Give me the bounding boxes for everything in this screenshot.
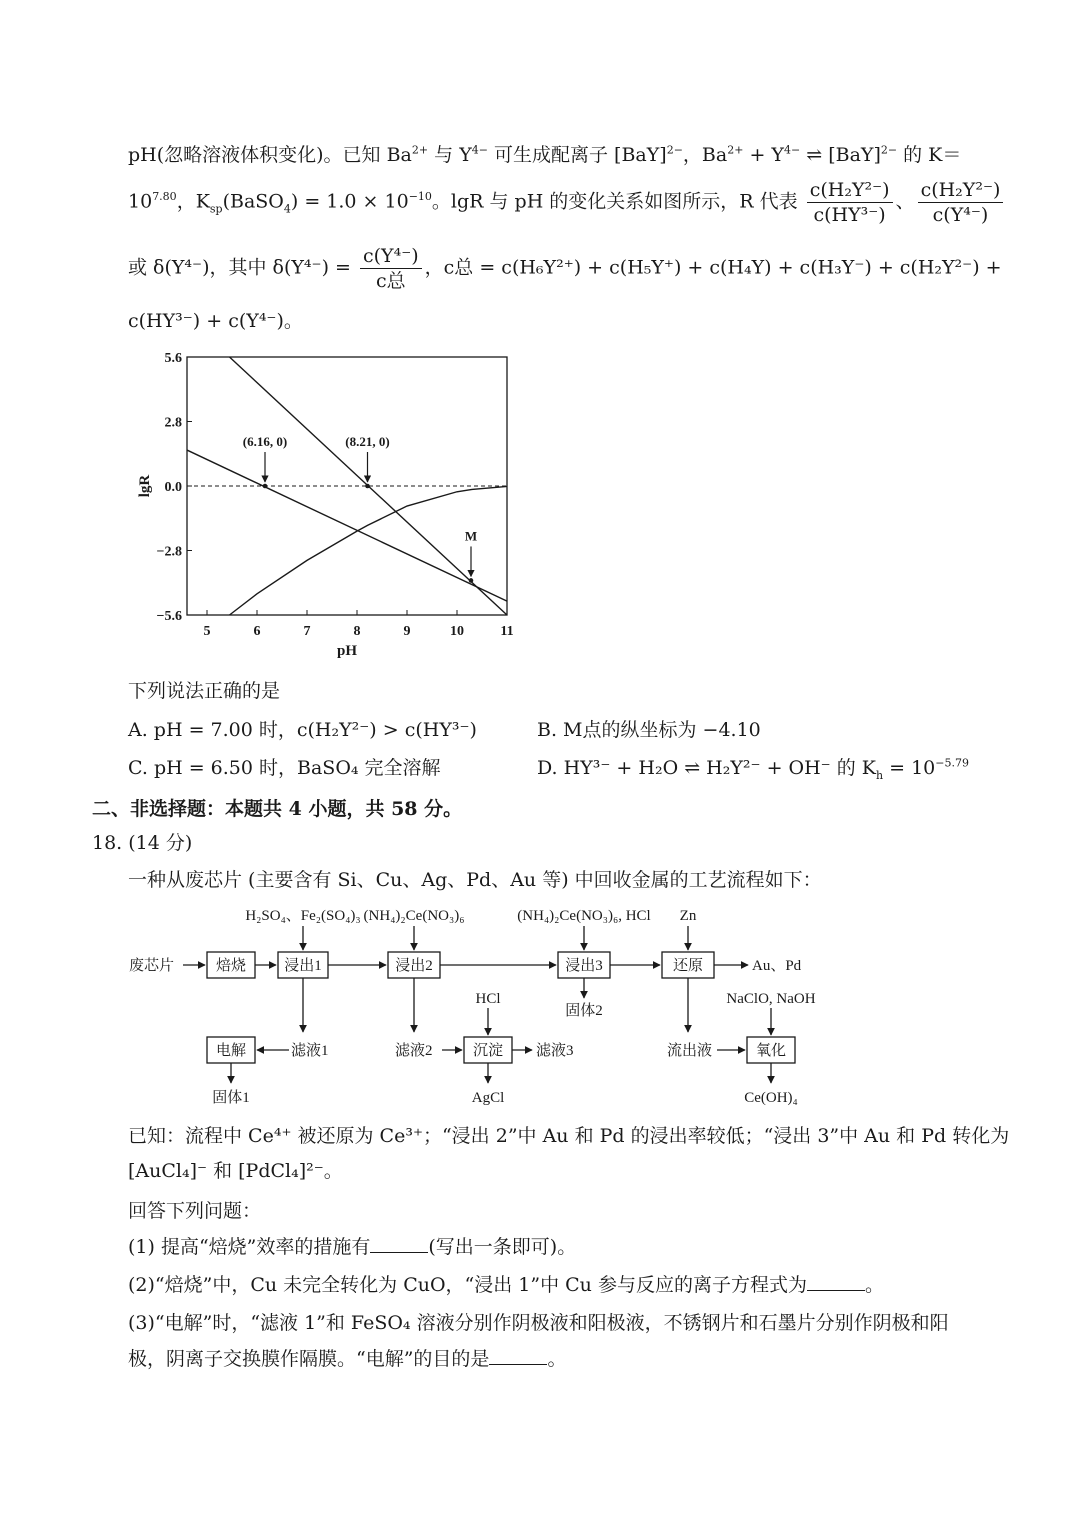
y-tick-label: −5.6 <box>156 609 182 624</box>
annotation-point <box>365 484 370 489</box>
ceoh-label: Ce(OH)₄ <box>744 1090 798 1106</box>
solid1-label: 固体1 <box>212 1090 250 1106</box>
x-tick-label: 5 <box>203 624 211 639</box>
leach2-label: 浸出2 <box>395 958 433 974</box>
separator: 、 <box>895 190 915 213</box>
leach3-label: 浸出3 <box>565 958 603 974</box>
option-d-text: D. HY³⁻ + H₂O ⇌ H₂Y²⁻ + OH⁻ 的 K <box>537 757 876 779</box>
sup: 2+ <box>727 143 744 157</box>
subquestion-2 <box>128 1272 884 1298</box>
intro-text: 与 Y <box>428 144 472 166</box>
subquestion-text: 极，阴离子交换膜作隔膜。“电解”的目的是 <box>128 1348 490 1370</box>
intro-text: 10 <box>128 190 153 213</box>
intro-text: ) = 1.0 × 10 <box>290 190 409 213</box>
option-d[interactable] <box>537 755 969 781</box>
y-tick-label: 0.0 <box>164 480 182 495</box>
leach1-label: 浸出1 <box>284 958 322 974</box>
agcl-label: AgCl <box>471 1090 505 1106</box>
intro-line-3 <box>128 244 1002 293</box>
x-tick-label: 6 <box>253 624 261 639</box>
oxidation-label: 氧化 <box>755 1043 787 1059</box>
fraction-denominator: c总 <box>376 270 406 292</box>
process-flow-diagram <box>125 900 845 1110</box>
reagent-precipitate: HCl <box>475 991 501 1007</box>
filtrate3-label: 滤液3 <box>536 1043 574 1059</box>
option-d-text: = 10 <box>883 757 936 779</box>
sup: 2− <box>666 143 683 157</box>
feed-label: 废芯片 <box>129 958 175 974</box>
q18-intro <box>128 867 822 893</box>
sup: 7.80 <box>152 190 177 204</box>
x-axis-label: pH <box>336 643 358 659</box>
fraction-r2 <box>918 178 1004 227</box>
output-au-pd: Au、Pd <box>752 958 802 974</box>
subquestion-text: 。 <box>864 1274 884 1296</box>
section-heading <box>92 796 462 822</box>
x-tick-label: 10 <box>450 624 464 639</box>
reagent-oxidation: NaClO, NaOH <box>726 991 816 1007</box>
fraction-r1 <box>807 178 893 227</box>
reagent-leach1: H₂SO₄、Fe₂(SO₄)₃ <box>245 908 361 924</box>
option-b-text: B. M点的纵坐标为 −4.10 <box>537 719 761 741</box>
q18-heading <box>92 830 192 856</box>
question-stem <box>128 678 280 704</box>
sup: −10 <box>408 190 432 204</box>
sup: 4− <box>471 143 488 157</box>
sup: −5.79 <box>935 756 969 770</box>
fraction-denominator: c(Y⁴⁻) <box>932 204 989 226</box>
y-tick-label: 5.6 <box>164 351 182 366</box>
q18-heading-text: 18. (14 分) <box>92 832 193 854</box>
answer-prompt-text: 回答下列问题： <box>128 1200 262 1222</box>
q18-intro-text: 一种从废芯片 (主要含有 Si、Cu、Ag、Pd、Au 等) 中回收金属的工艺流程如下： <box>128 869 822 891</box>
reduce-label: 还原 <box>672 958 704 974</box>
known-text: [AuCl₄]⁻ 和 [PdCl₄]²⁻。 <box>128 1160 343 1182</box>
subquestion-text: 。 <box>547 1348 567 1370</box>
known-line-1 <box>128 1123 1009 1149</box>
subquestion-text: (2)“焙烧”中，Cu 未完全转化为 CuO，“浸出 1”中 Cu 参与反应的离子方程式为 <box>128 1274 807 1296</box>
annotation-point <box>469 578 474 583</box>
answer-blank-3[interactable] <box>489 1346 547 1365</box>
intro-text: ，K <box>176 190 210 213</box>
known-line-2 <box>128 1158 343 1184</box>
subquestion-1 <box>128 1234 576 1260</box>
reagent-leach3: (NH₄)₂Ce(NO₃)₆, HCl <box>517 908 651 924</box>
fraction-numerator: c(H₂Y²⁻) <box>807 178 893 203</box>
question-stem-text: 下列说法正确的是 <box>128 680 281 702</box>
answer-prompt <box>128 1198 261 1224</box>
option-c-text: C. pH = 6.50 时，BaSO₄ 完全溶解 <box>128 757 441 779</box>
subquestion-text: (1) 提高“焙烧”效率的措施有 <box>128 1236 371 1258</box>
intro-text: + Y <box>743 144 784 166</box>
electrolysis-label: 电解 <box>215 1043 247 1059</box>
x-tick-label: 11 <box>500 624 514 639</box>
answer-blank-1[interactable] <box>370 1234 428 1253</box>
x-tick-label: 7 <box>303 624 311 639</box>
lgr-ph-chart <box>125 345 525 665</box>
series-line-3 <box>230 486 508 615</box>
y-axis-label: lgR <box>137 474 153 498</box>
option-a[interactable] <box>128 717 477 743</box>
intro-text: 可生成配离子 [BaY] <box>487 144 667 166</box>
sub: 4 <box>283 202 291 216</box>
intro-text: ，c总 = c(H₆Y²⁺) + c(H₅Y⁺) + c(H₄Y) + c(H₃Y⁻) + c(H₂Y²⁻) + <box>424 256 1002 279</box>
sup: 2+ <box>411 143 429 157</box>
filtrate1-label: 滤液1 <box>291 1043 329 1059</box>
subquestion-text: (写出一条即可)。 <box>428 1236 577 1258</box>
sup: 2− <box>880 143 898 157</box>
answer-blank-2[interactable] <box>807 1272 865 1291</box>
option-c[interactable] <box>128 755 441 781</box>
intro-text: (BaSO <box>222 190 284 213</box>
solid2-label: 固体2 <box>565 1003 603 1019</box>
subquestion-3 <box>128 1310 949 1336</box>
filtrate2-label: 滤液2 <box>395 1043 433 1059</box>
sup: 4− <box>783 143 801 157</box>
section-heading-text: 二、非选择题：本题共 4 小题，共 58 分。 <box>92 798 463 820</box>
reagent-leach2: (NH₄)₂Ce(NO₃)₆ <box>363 908 465 924</box>
fraction-numerator: c(H₂Y²⁻) <box>918 178 1004 203</box>
annotation-label: M <box>464 528 478 544</box>
annotation-label: (8.21, 0) <box>345 434 390 449</box>
subquestion-3-cont <box>128 1346 566 1372</box>
series-line-1 <box>187 450 507 601</box>
intro-text: 或 δ(Y⁴⁻)，其中 δ(Y⁴⁻) = <box>128 256 351 279</box>
intro-line-1 <box>128 142 961 168</box>
sub: h <box>875 768 884 782</box>
annotation-label: (6.16, 0) <box>242 434 288 449</box>
option-b[interactable] <box>537 717 761 743</box>
y-tick-label: −2.8 <box>156 544 182 560</box>
intro-text: c(HY³⁻) + c(Y⁴⁻)。 <box>128 310 303 332</box>
subquestion-text: (3)“电解”时，“滤液 1”和 FeSO₄ 溶液分别作阴极液和阳极液，不锈钢片和石墨片分别作阴极和阳 <box>128 1312 949 1334</box>
annotation-point <box>263 484 268 489</box>
x-tick-label: 8 <box>353 624 361 639</box>
precipitate-label: 沉淀 <box>472 1043 504 1059</box>
y-tick-label: 2.8 <box>164 415 182 431</box>
intro-text: 。lgR 与 pH 的变化关系如图所示，R 代表 <box>431 190 798 213</box>
intro-text: ⇌ [BaY] <box>800 144 881 166</box>
sub: sp <box>209 202 223 216</box>
intro-text: 的 K＝ <box>897 144 962 166</box>
intro-line-2 <box>128 178 1006 227</box>
intro-line-4 <box>128 308 303 334</box>
option-a-text: A. pH = 7.00 时，c(H₂Y²⁻) > c(HY³⁻) <box>128 719 477 741</box>
fraction-numerator: c(Y⁴⁻) <box>360 244 422 269</box>
effluent-label: 流出液 <box>667 1043 713 1059</box>
reagent-reduce: Zn <box>679 908 697 924</box>
fraction-delta <box>360 244 422 293</box>
x-tick-label: 9 <box>403 624 411 639</box>
intro-text: pH(忽略溶液体积变化)。已知 Ba <box>128 144 412 166</box>
fraction-denominator: c(HY³⁻) <box>813 204 886 226</box>
known-text: 已知：流程中 Ce⁴⁺ 被还原为 Ce³⁺；“浸出 2”中 Au 和 Pd 的浸出率较低；“浸出 3”中 Au 和 Pd 转化为 <box>128 1125 1010 1147</box>
plot-frame <box>187 357 507 615</box>
intro-text: ，Ba <box>682 144 728 166</box>
roast-label: 焙烧 <box>215 958 247 974</box>
